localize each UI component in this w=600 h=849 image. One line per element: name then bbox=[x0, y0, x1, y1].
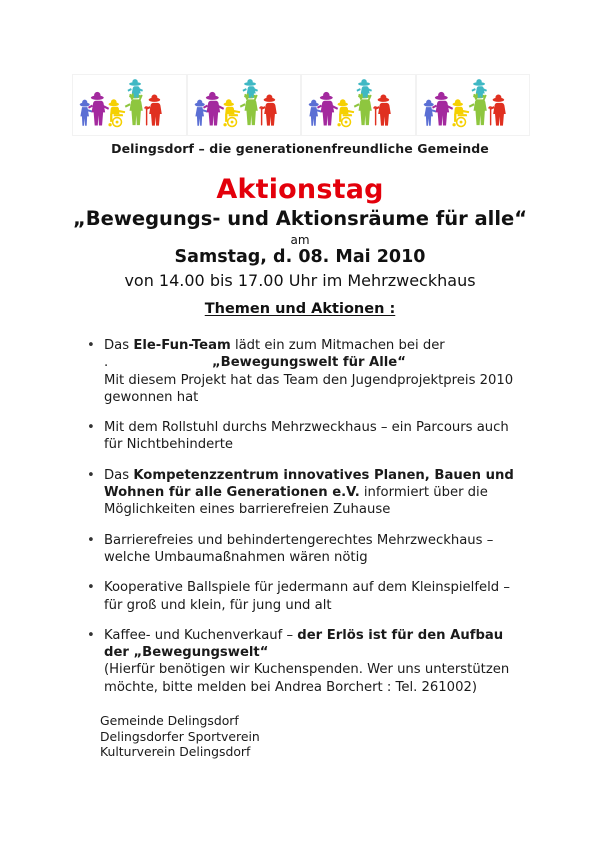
plain-text: für groß und klein, für jung und alt bbox=[104, 597, 332, 613]
list-item-line bbox=[104, 484, 532, 501]
plain-text: informiert über die bbox=[359, 485, 488, 501]
list-item-line bbox=[104, 661, 532, 678]
topics-section-heading bbox=[0, 301, 600, 317]
plain-text: Möglichkeiten eines barrierefreien Zuhause bbox=[104, 502, 391, 518]
organizers-footer bbox=[100, 713, 260, 760]
municipality-tagline: Delingsdorf – die generationenfreundliche Gemeinde bbox=[111, 141, 489, 156]
figure-child-blue bbox=[80, 100, 93, 126]
list-item bbox=[84, 337, 532, 406]
figure-wheelchair-user-yellow bbox=[452, 99, 469, 126]
bullet-marker-icon: • bbox=[87, 627, 95, 643]
figure-wheelchair-user-yellow bbox=[108, 99, 125, 126]
figure-adult-purple bbox=[432, 92, 453, 126]
figure-elder-red bbox=[373, 94, 391, 125]
list-item bbox=[84, 627, 532, 696]
figure-elder-red bbox=[144, 94, 162, 125]
plain-text: welche Umbaumaßnahmen wären nötig bbox=[104, 549, 368, 565]
list-item-line: Mit diesem Projekt hat das Team den Jugendprojektpreis 2010 bbox=[104, 372, 514, 388]
list-item-line bbox=[104, 532, 532, 549]
figure-adult-purple bbox=[203, 92, 224, 126]
list-item-line bbox=[104, 579, 532, 596]
bullet-marker-icon: • bbox=[87, 532, 95, 548]
list-item bbox=[84, 532, 532, 567]
bullet-marker-icon: • bbox=[87, 580, 95, 596]
list-item bbox=[84, 419, 532, 454]
plain-text: Das bbox=[104, 467, 134, 483]
plain-text: Mit dem Rollstuhl durchs Mehrzweckhaus – ein Parcours auch bbox=[104, 420, 509, 436]
figure-adult-purple bbox=[317, 92, 338, 126]
topics-list bbox=[84, 337, 532, 709]
plain-text: Das bbox=[104, 338, 134, 353]
list-item-line bbox=[104, 679, 532, 696]
list-item bbox=[84, 579, 532, 614]
list-item-line bbox=[104, 419, 532, 436]
organizer-line: Gemeinde Delingsdorf bbox=[100, 713, 239, 728]
figure-child-blue bbox=[194, 100, 207, 126]
logo-panel bbox=[301, 74, 416, 136]
figure-wheelchair-user-yellow bbox=[337, 99, 354, 126]
logo-panel bbox=[72, 74, 187, 136]
list-item-line bbox=[104, 627, 532, 644]
figure-adult-purple bbox=[88, 92, 109, 126]
list-item-line bbox=[104, 337, 532, 354]
logo-panel bbox=[187, 74, 302, 136]
emphasis-text: „Bewegungswelt für Alle“ bbox=[212, 355, 406, 371]
event-date-prefix: am bbox=[290, 233, 310, 247]
list-item-line: gewonnen hat bbox=[104, 389, 199, 405]
generations-logo-banner bbox=[72, 74, 530, 136]
plain-text: Kaffee- und Kuchenverkauf – bbox=[104, 627, 298, 643]
list-item-quote-line bbox=[104, 354, 532, 371]
plain-text: (Hierfür benötigen wir Kuchenspenden. Wer uns unterstützen bbox=[104, 662, 510, 678]
list-item-line bbox=[104, 549, 532, 566]
stray-period-mark: . bbox=[104, 355, 109, 371]
bullet-marker-icon: • bbox=[87, 420, 95, 436]
plain-text: lädt ein zum Mitmachen bei der bbox=[230, 338, 445, 353]
bullet-marker-icon: • bbox=[87, 338, 95, 353]
list-item bbox=[84, 467, 532, 519]
emphasis-text: der „Bewegungswelt“ bbox=[104, 645, 269, 661]
event-time-location: von 14.00 bis 17.00 Uhr im Mehrzweckhaus bbox=[124, 271, 476, 290]
plain-text: möchte, bitte melden bei Andrea Borchert : Tel. 261002) bbox=[104, 679, 477, 695]
figure-wheelchair-user-yellow bbox=[223, 99, 240, 126]
emphasis-text: Kompetenzzentrum innovatives Planen, Bauen und bbox=[133, 467, 514, 483]
emphasis-text: Ele-Fun-Team bbox=[133, 338, 231, 353]
event-subtitle: „Bewegungs- und Aktionsräume für alle“ bbox=[72, 207, 528, 230]
plain-text: Barrierefreies und behindertengerechtes Mehrzweckhaus – bbox=[104, 532, 494, 548]
list-item-line bbox=[104, 501, 532, 518]
organizer-line: Delingsdorfer Sportverein bbox=[100, 728, 260, 744]
event-date: Samstag, d. 08. Mai 2010 bbox=[174, 247, 426, 267]
emphasis-text: Wohnen für alle Generationen e.V. bbox=[104, 485, 360, 501]
event-title: Aktionstag bbox=[216, 174, 384, 205]
figure-elder-red bbox=[488, 94, 506, 125]
plain-text: für Nichtbehinderte bbox=[104, 437, 233, 453]
emphasis-text: der Erlös ist für den Aufbau bbox=[297, 627, 504, 643]
bullet-marker-icon: • bbox=[87, 467, 95, 483]
logo-panel bbox=[416, 74, 531, 136]
plain-text: Kooperative Ballspiele für jedermann auf dem Kleinspielfeld – bbox=[104, 580, 510, 596]
organizer-line: Kulturverein Delingsdorf bbox=[100, 744, 251, 760]
figure-child-blue bbox=[309, 100, 322, 126]
topics-section-heading-text: Themen und Aktionen : bbox=[204, 301, 396, 317]
list-item-line bbox=[104, 644, 532, 661]
list-item-line bbox=[104, 436, 532, 453]
figure-child-blue bbox=[423, 100, 436, 126]
list-item-line bbox=[104, 597, 532, 614]
figure-elder-red bbox=[259, 94, 277, 125]
list-item-line bbox=[104, 467, 532, 484]
